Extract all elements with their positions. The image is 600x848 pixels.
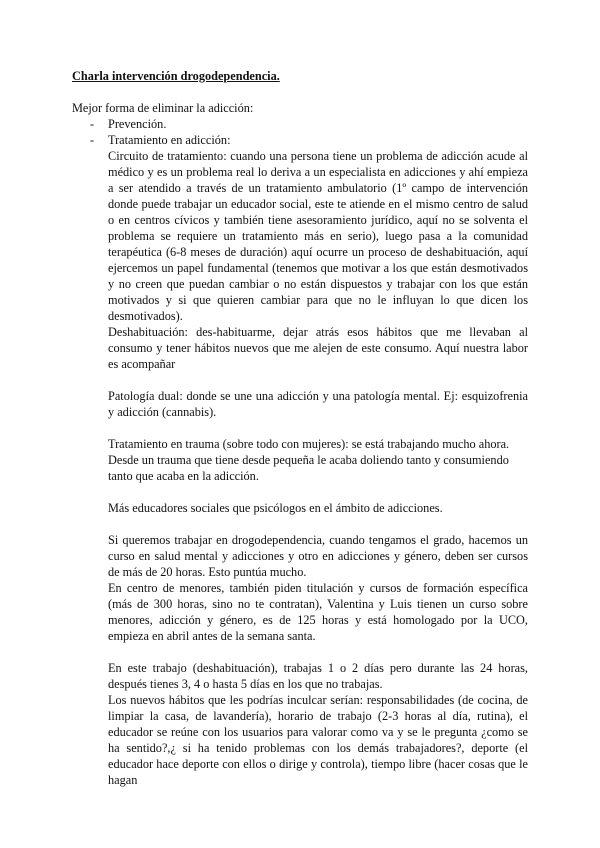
paragraph-deshabituacion: Deshabituación: des-habituarme, dejar atrás esos hábitos que me llevaban al consumo y tener hábitos nuevos que me alejen de este consumo. Aquí nuestra labor es acompañar	[108, 325, 528, 371]
spacer	[108, 516, 528, 532]
spacer	[108, 420, 528, 436]
paragraph-patologia: Patología dual: donde se une una adicción y una patología mental. Ej: esquizofrenia y adicción (cannabis).	[108, 389, 528, 419]
list-item	[72, 116, 528, 132]
paragraph-trauma-1: Tratamiento en trauma (sobre todo con mujeres): se está trabajando mucho ahora.	[108, 437, 510, 451]
list-item-text: Prevención.	[108, 117, 167, 131]
paragraph-cursos: Si queremos trabajar en drogodependencia, cuando tengamos el grado, hacemos un curso en salud mental y adicciones y otro en adicciones y género, deben ser cursos de más de 20 horas. Esto puntúa mucho.	[108, 533, 528, 579]
document-body	[72, 68, 528, 788]
paragraph-circuito: Circuito de tratamiento: cuando una persona tiene un problema de adicción acude al médico y es un problema real lo deriva a un especialista en adicciones y ahí empieza a ser atendido a través de un tratamiento ambulatorio (1º campo de intervención donde puede trabajar un educador social, este te atiende en el mismo centro de salud o en centros cívicos y también tiene asesoramiento jurídico, aquí no se solventa el problema se requiere un tratamiento más en serio), luego pasa a la comunidad terapéutica (6-8 meses de duración) aquí ocurre un proceso de deshabituación, aquí ejercemos un papel fundamental (tenemos que motivar a los que están desmotivados y no creen que puedan cambiar o no están dispuestos y trabajar con los que están motivados y si que quieren cambiar para que no le influyan lo que dicen los desmotivados).	[108, 149, 528, 323]
list-item	[72, 132, 528, 148]
intro-line: Mejor forma de eliminar la adicción:	[72, 101, 254, 115]
paragraph-educadores: Más educadores sociales que psicólogos en el ámbito de adicciones.	[108, 501, 443, 515]
paragraph-menores: En centro de menores, también piden titulación y cursos de formación específica (más de 300 horas, sino no te contratan), Valentina y Luis tienen un curso sobre menores, adicción y género, es de 125 horas y está homologado por la UCO, empieza en abril antes de la semana santa.	[108, 581, 528, 643]
indented-section	[72, 148, 528, 788]
bullet-marker: -	[90, 117, 95, 131]
paragraph-trabajo: En este trabajo (deshabituación), trabajas 1 o 2 días pero durante las 24 horas, después tienes 3, 4 o hasta 5 días en los que no trabajas.	[108, 661, 528, 691]
paragraph-habitos: Los nuevos hábitos que les podrías inculcar serían: responsabilidades (de cocina, de limpiar la casa, de lavandería), horario de trabajo (2-3 horas al día, rutina), el educador se reúne con los usuarios para valorar como va y se le pregunta ¿como se ha sentido?,¿ si ha tenido problemas con los demás trabajadores?, deporte (el educador hace deporte con ellos o dirige y controla), tiempo libre (hacer cosas que le hagan	[108, 693, 528, 787]
document-title: Charla intervención drogodependencia.	[72, 69, 280, 83]
spacer	[108, 484, 528, 500]
list-item-text: Tratamiento en adicción:	[108, 133, 231, 147]
spacer	[108, 644, 528, 660]
paragraph-trauma-2: Desde un trauma que tiene desde pequeña le acaba doliendo tanto y consumiendo tanto que acaba en la adicción.	[108, 453, 509, 483]
bullet-marker: -	[90, 133, 95, 147]
spacer	[108, 372, 528, 388]
bullet-list	[72, 116, 528, 148]
